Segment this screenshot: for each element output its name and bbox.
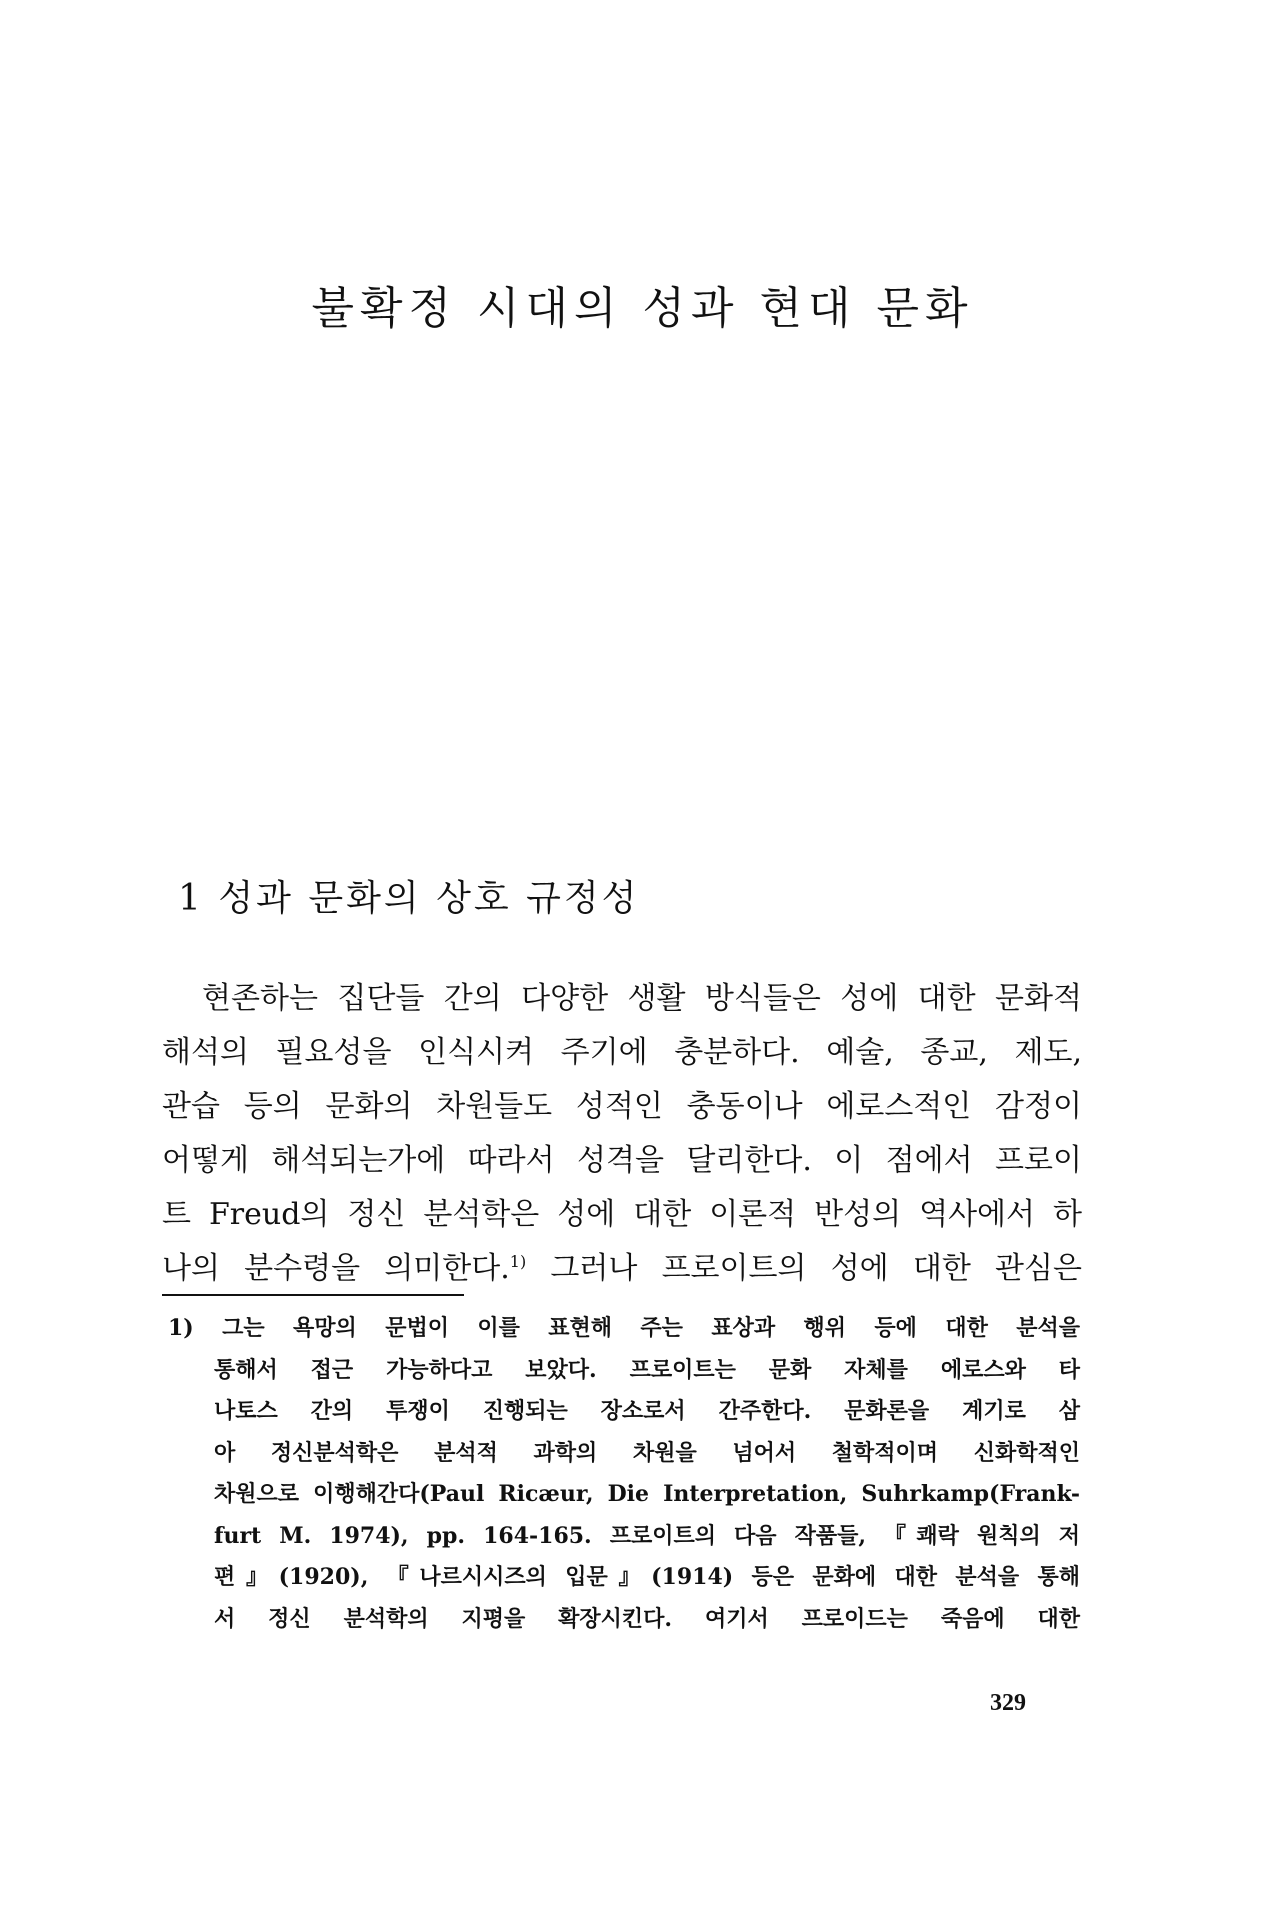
body-line-last: [162, 1242, 1082, 1296]
footnote-line: 나토스 간의 투쟁이 진행되는 장소로서 간주한다. 문화론을 계기로 삼: [214, 1398, 1080, 1424]
body-paragraph: [162, 972, 1082, 1296]
footnote-line: 통해서 접근 가능하다고 보았다. 프로이트는 문화 자체를 에로스와 타: [214, 1356, 1080, 1383]
footnote-line: 1) 그는 욕망의 문법이 이를 표현해 주는 표상과 행위 등에 대한 분석을: [168, 1315, 1080, 1341]
body-line: 트 Freud의 정신 분석학은 성에 대한 이론적 반성의 역사에서 하: [162, 1197, 1082, 1232]
body-line-text: 나의 분수령을 의미한다.: [162, 1251, 510, 1286]
footnote-line: 서 정신 분석학의 지평을 확장시킨다. 여기서 프로이드는 죽음에 대한: [214, 1605, 1080, 1632]
footnote-line: 편』(1920), 『나르시시즈의 입문』(1914) 등은 문화에 대한 분석을 통해: [214, 1564, 1080, 1590]
footnote-line: 차원으로 이행해간다(Paul Ricæur, Die Interpretation, Suhrkamp(Frank-: [214, 1481, 1080, 1507]
page-number: 329: [990, 1690, 1026, 1716]
footnote-line: furt M. 1974), pp. 164-165. 프로이트의 다음 작품들, 『쾌락 원칙의 저: [214, 1522, 1080, 1549]
body-line: 현존하는 집단들 간의 다양한 생활 방식들은 성에 대한 문화적: [202, 981, 1082, 1016]
body-line-text: 그러나 프로이트의 성에 대한 관심은: [526, 1251, 1082, 1286]
section-number: 1: [178, 878, 204, 919]
section-heading: [178, 870, 639, 921]
footnote: [168, 1308, 1080, 1640]
footnote-reference: 1): [509, 1252, 527, 1271]
section-title: 성과 문화의 상호 규정성: [218, 878, 640, 919]
footnote-divider: [162, 1294, 464, 1296]
body-line: 어떻게 해석되는가에 따라서 성격을 달리한다. 이 점에서 프로이: [162, 1143, 1082, 1178]
body-line: 관습 등의 문화의 차원들도 성적인 충동이나 에로스적인 감정이: [162, 1089, 1082, 1124]
chapter-title: 불확정 시대의 성과 현대 문화: [311, 283, 974, 334]
footnote-line: 아 정신분석학은 분석적 과학의 차원을 넘어서 철학적이며 신화학적인: [214, 1439, 1080, 1466]
body-line: 해석의 필요성을 인식시켜 주기에 충분하다. 예술, 종교, 제도,: [162, 1035, 1082, 1070]
